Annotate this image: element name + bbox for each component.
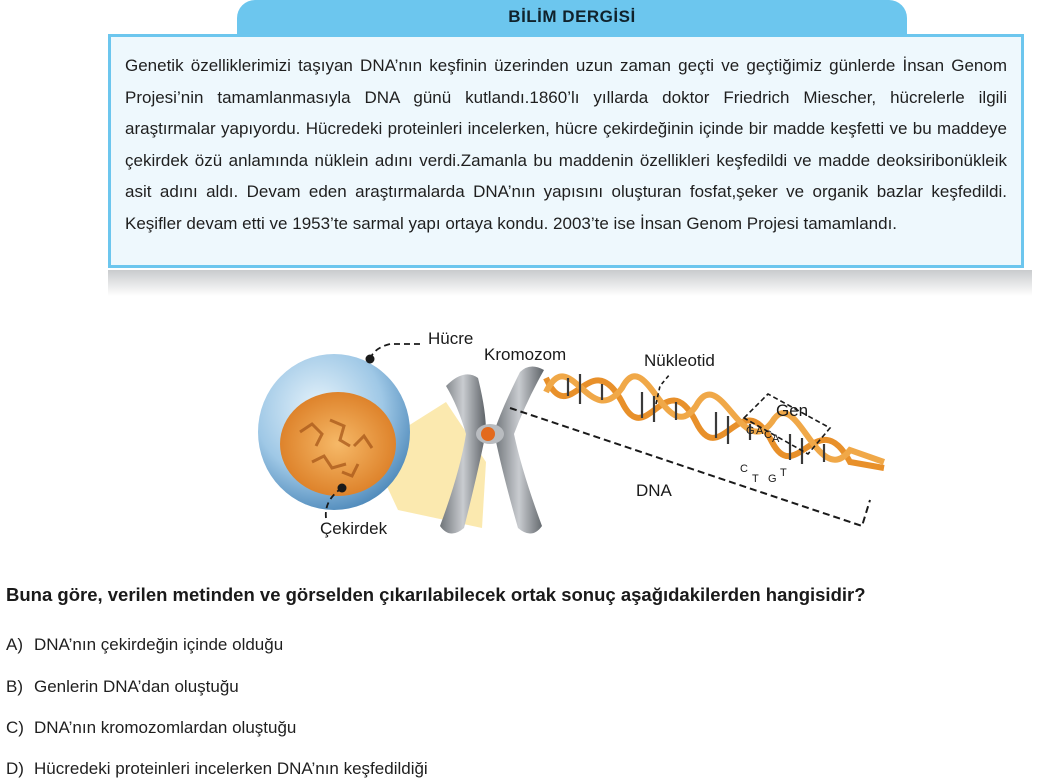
nucleus-label: Çekirdek <box>320 519 388 538</box>
base-top-1: G <box>746 425 755 437</box>
article-text: Genetik özelliklerimizi taşıyan DNA’nın keşfinin üzerinden uzun zaman geçti ve geçtiğimiz günlerde İnsan Genom Projesi’nin tamamlanmasıyla DNA günü kutlandı.1860’lı yıllarda doktor Friedrich Miescher, hücrelerle ilgili araştırmalar yapıyordu. Hücredeki proteinleri incelerken, hücre çekirdeğinin içinde bir madde keşfetti ve bu maddeye çekirdek özü anlamında nüklein adını verdi.Zamanla bu maddenin özellikleri keşfedildi ve madde deoksiribonükleik asit adını aldı. Devam eden araştırmalarda DNA’nın yapısını oluşturan fosfat,şeker ve organik bazlar keşfedildi. Keşifler devam etti ve 1953’te sarmal yapı ortaya kondu. 2003’te ise İnsan Genom Projesi tamamlandı. <box>125 56 1007 233</box>
base-top-4: A <box>772 433 780 445</box>
dna-label: DNA <box>636 481 672 500</box>
base-bottom-4: T <box>780 467 787 479</box>
option-label: Genlerin DNA’dan oluştuğu <box>34 677 239 696</box>
dna-bracket <box>510 408 870 526</box>
base-bottom-1: C <box>740 463 748 475</box>
option-label: DNA’nın çekirdeğin içinde olduğu <box>34 635 284 654</box>
nucleus-shape <box>280 392 396 496</box>
base-top-2: A <box>756 425 764 437</box>
cell-label: Hücre <box>428 329 474 348</box>
box-shadow <box>108 270 1032 296</box>
option-letter: D) <box>6 759 24 778</box>
base-top-3: C <box>764 429 772 441</box>
option-d[interactable] <box>6 759 428 779</box>
dna-illustration <box>250 322 890 552</box>
nucleotide-label: Nükleotid <box>644 351 715 370</box>
option-a[interactable] <box>6 635 283 655</box>
option-letter: B) <box>6 677 23 696</box>
option-letter: A) <box>6 635 23 654</box>
option-label: Hücredeki proteinleri incelerken DNA’nın keşfedildiği <box>34 759 428 778</box>
section-header <box>237 0 907 34</box>
article-box <box>108 34 1024 268</box>
option-c[interactable] <box>6 718 296 738</box>
option-label: DNA’nın kromozomlardan oluştuğu <box>34 718 297 737</box>
section-title: BİLİM DERGİSİ <box>508 7 636 26</box>
chromosome-label: Kromozom <box>484 345 567 364</box>
base-bottom-2: T <box>752 473 759 485</box>
question-text: Buna göre, verilen metinden ve görselden çıkarılabilecek ortak sonuç aşağıdakilerden hangisidir? <box>6 584 866 605</box>
option-letter: C) <box>6 718 24 737</box>
gene-label: Gen <box>776 401 809 420</box>
option-b[interactable] <box>6 677 239 697</box>
base-bottom-3: G <box>768 473 777 485</box>
dna-helix <box>546 374 884 468</box>
